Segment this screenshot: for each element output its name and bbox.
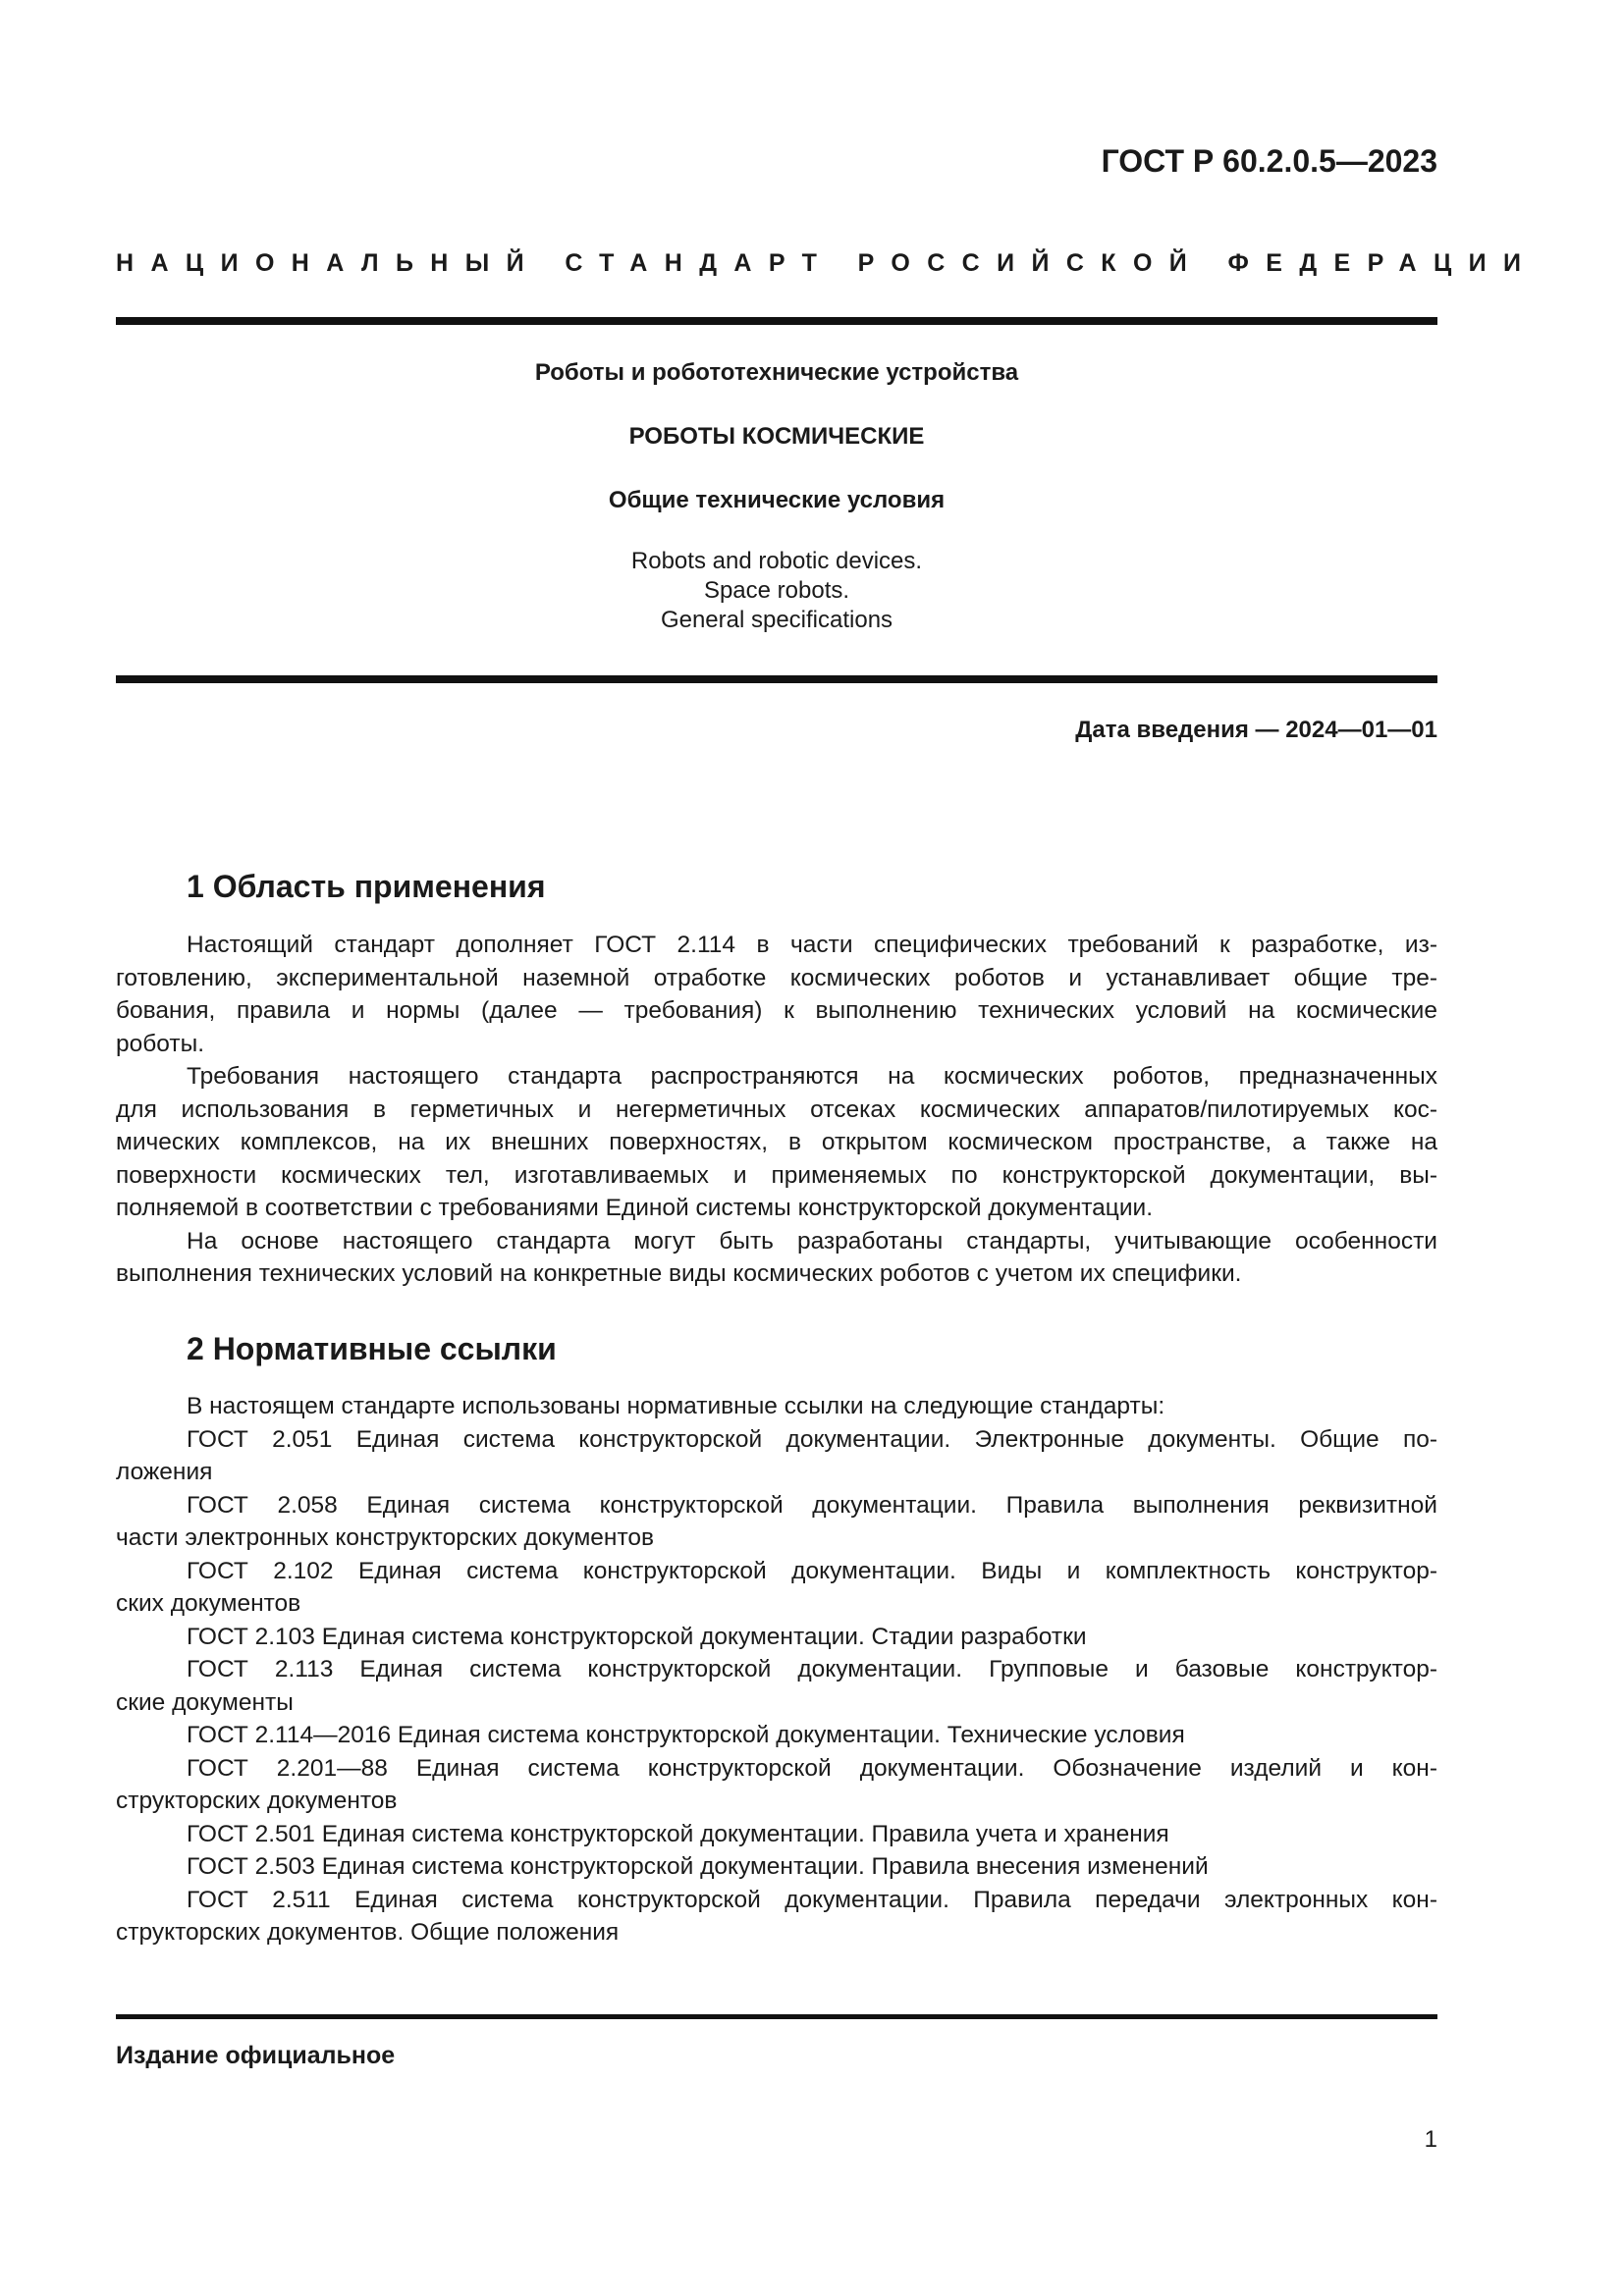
section-2-heading: 2 Нормативные ссылки xyxy=(187,1331,557,1366)
reference-line: ГОСТ 2.058 Единая система конструкторской документации. Правила выполнения реквизитной xyxy=(187,1491,1437,1519)
text-line: Настоящий стандарт дополняет ГОСТ 2.114 в части специфических требований к разработке, из- xyxy=(187,932,1437,958)
text-line: выполнения технических условий на конкретные виды космических роботов с учетом их специфики. xyxy=(116,1260,1242,1287)
reference-line: ГОСТ 2.113 Единая система конструкторской документации. Групповые и базовые конструктор- xyxy=(187,1656,1437,1682)
reference-line: структорских документов xyxy=(116,1788,398,1814)
title-line-1: Роботы и робототехнические устройства xyxy=(534,359,1019,386)
text-line: для использования в герметичных и негерметичных отсеках космических аппаратов/пилотируемых кос- xyxy=(116,1095,1437,1123)
reference-line: ских документов xyxy=(116,1590,301,1617)
text-line: мических комплексов, на их внешних поверхностях, в открытом космическом пространстве, а также на xyxy=(116,1129,1437,1155)
text-line: В настоящем стандарте использованы нормативные ссылки на следующие стандарты: xyxy=(187,1393,1165,1419)
section-1-body xyxy=(116,929,1437,1291)
text-line: готовлению, экспериментальной наземной отработке космических роботов и устанавливает общие тре- xyxy=(116,964,1437,991)
reference-line: ГОСТ 2.103 Единая система конструкторской документации. Стадии разработки xyxy=(187,1623,1087,1650)
introduction-date: Дата введения — 2024—01—01 xyxy=(1075,717,1437,743)
reference-line: ские документы xyxy=(116,1688,294,1716)
footer-rule xyxy=(116,2014,1437,2019)
page-number: 1 xyxy=(1424,2126,1437,2153)
english-title-line-2: Space robots. xyxy=(703,577,850,604)
reference-line: ГОСТ 2.501 Единая система конструкторской документации. Правила учета и хранения xyxy=(187,1820,1169,1847)
reference-line: ГОСТ 2.051 Единая система конструкторской документации. Электронные документы. Общие по- xyxy=(187,1425,1437,1453)
text-line: Требования настоящего стандарта распространяются на космических роботов, предназначенных xyxy=(187,1063,1437,1090)
section-1-heading: 1 Область применения xyxy=(187,869,546,904)
english-title-line-3: General specifications xyxy=(660,607,893,633)
reference-line: ГОСТ 2.511 Единая система конструкторской документации. Правила передачи электронных кон- xyxy=(187,1886,1437,1913)
document-page xyxy=(116,0,1539,2296)
reference-line: ГОСТ 2.102 Единая система конструкторской документации. Виды и комплектность конструктор- xyxy=(187,1557,1437,1584)
text-line: бования, правила и нормы (далее — требования) к выполнению технических условий на космические xyxy=(116,997,1437,1024)
header-rule xyxy=(116,317,1437,325)
reference-line: структорских документов. Общие положения xyxy=(116,1919,620,1946)
text-line: роботы. xyxy=(116,1030,205,1057)
title-line-2: РОБОТЫ КОСМИЧЕСКИЕ xyxy=(628,423,925,450)
national-standard-title: НАЦИОНАЛЬНЫЙ СТАНДАРТ РОССИЙСКОЙ ФЕДЕРАЦИИ xyxy=(116,249,1539,277)
title-line-3: Общие технические условия xyxy=(608,487,946,513)
reference-line: ГОСТ 2.114—2016 Единая система конструкторской документации. Технические условия xyxy=(187,1722,1185,1748)
official-edition-label: Издание официальное xyxy=(116,2042,396,2069)
reference-line: ГОСТ 2.503 Единая система конструкторской документации. Правила внесения изменений xyxy=(187,1853,1209,1880)
title-rule xyxy=(116,675,1437,683)
text-line: полняемой в соответствии с требованиями Единой системы конструкторской документации. xyxy=(116,1195,1154,1221)
text-line: На основе настоящего стандарта могут быть разработаны стандарты, учитывающие особенности xyxy=(187,1227,1437,1255)
document-number: ГОСТ Р 60.2.0.5—2023 xyxy=(1101,143,1437,179)
english-title-line-1: Robots and robotic devices. xyxy=(630,548,923,574)
text-line: поверхности космических тел, изготавливаемых и применяемых по конструкторской документации, вы- xyxy=(116,1161,1437,1189)
english-title xyxy=(116,547,1437,635)
reference-line: ложения xyxy=(116,1459,213,1485)
section-2-body xyxy=(116,1390,1437,1949)
reference-line: части электронных конструкторских документов xyxy=(116,1524,655,1551)
reference-line: ГОСТ 2.201—88 Единая система конструкторской документации. Обозначение изделий и кон- xyxy=(187,1754,1437,1782)
